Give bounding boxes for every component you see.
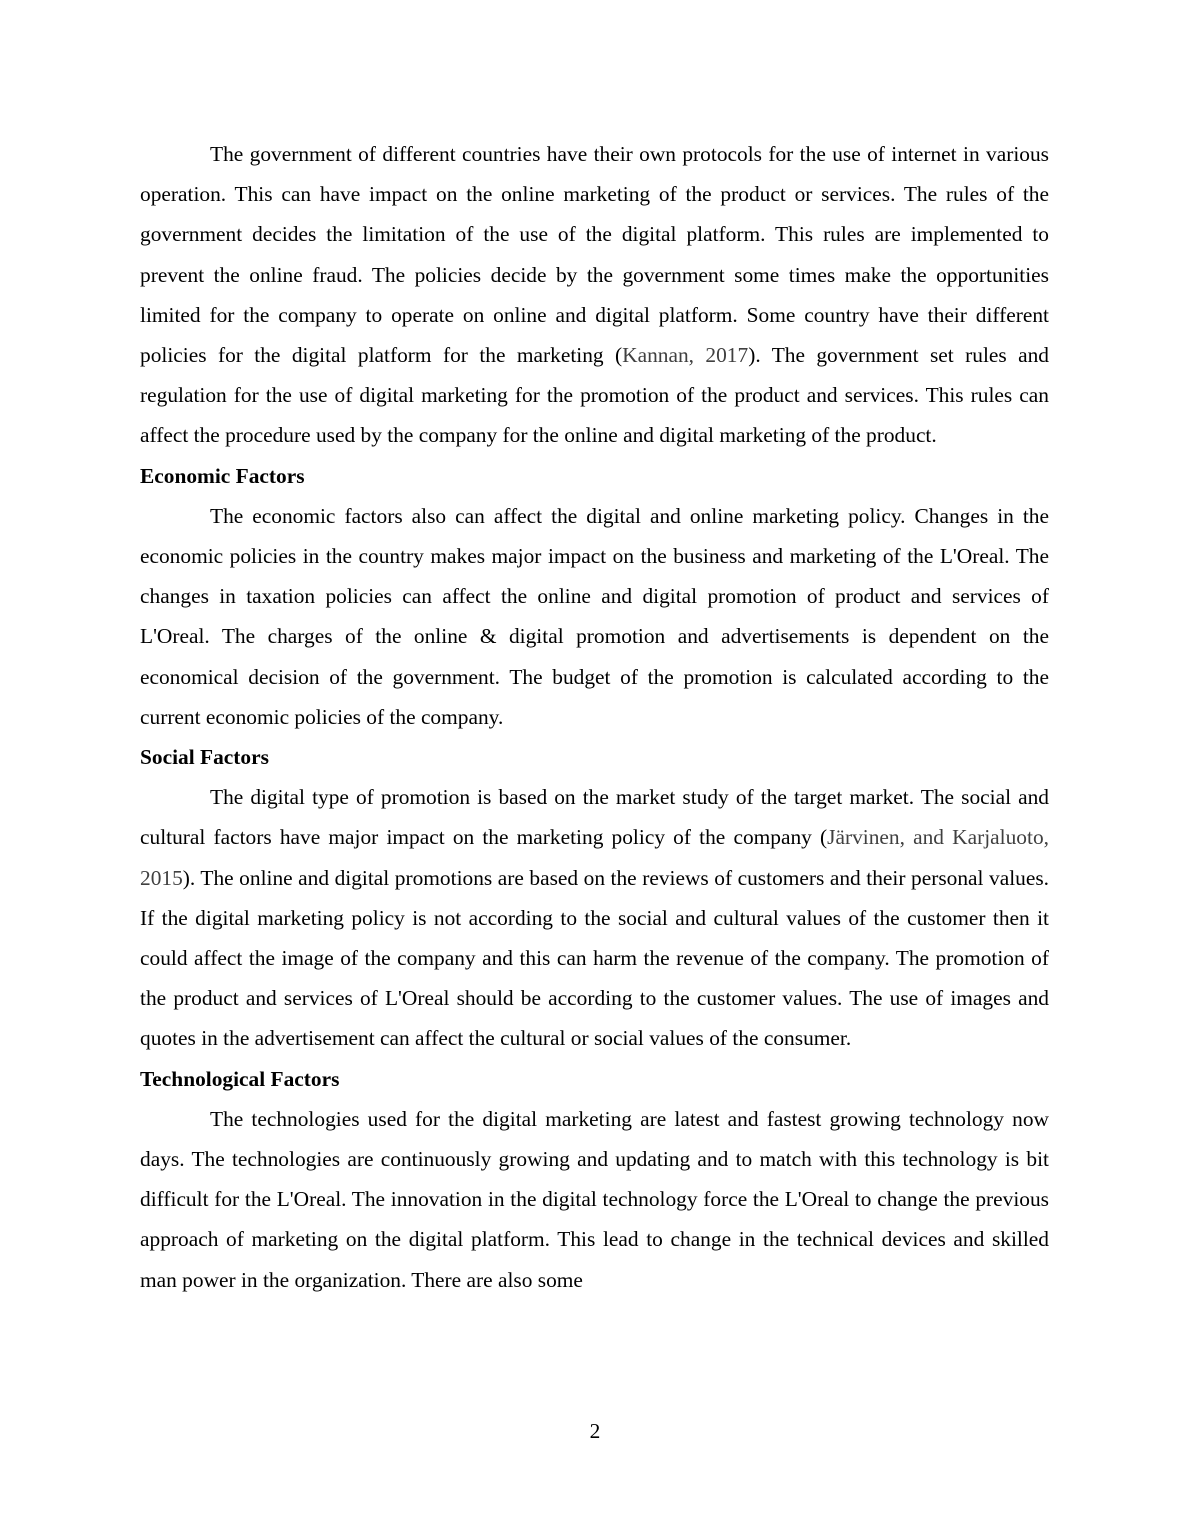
economic-factors-heading: Economic Factors xyxy=(140,463,305,488)
social-text-before-citation: The digital type of promotion is based on the market study of the target market. The social and cultural factors have major impact on the marketing policy of the company ( xyxy=(140,785,1049,850)
citation-jarvinen-karjaluoto: Järvinen, and Karjaluoto, 2015 xyxy=(140,825,1049,890)
social-factors-paragraph xyxy=(140,777,1049,1058)
social-factors-heading: Social Factors xyxy=(140,745,269,770)
social-text-after-citation: ). The online and digital promotions are based on the reviews of customers and their personal values. If the digital marketing policy is not according to the social and cultural values of the customer then it could affect the image of the company and this can harm the revenue of the company. The promotion of the product and services of L'Oreal should be according to the customer values. The use of images and quotes in the advertisement can affect the cultural or social values of the consumer. xyxy=(140,865,1049,1051)
page-number: 2 xyxy=(589,1419,601,1443)
political-factors-paragraph xyxy=(140,134,1049,456)
economic-factors-paragraph: The economic factors also can affect the digital and online marketing policy. Changes in the economic policies in the country makes major impact on the business and marketing of the L'Oreal. The changes in taxation policies can affect the online and digital promotion of product and services of L'Oreal. The charges of the online & digital promotion and advertisements is dependent on the economical decision of the government. The budget of the promotion is calculated according to the current economic policies of the company. xyxy=(140,503,1049,729)
page-body xyxy=(140,134,1049,1300)
technological-factors-heading: Technological Factors xyxy=(140,1066,340,1091)
citation-kannan: Kannan, 2017 xyxy=(622,343,749,368)
political-text-after-citation: ). The government set rules and regulation for the use of digital marketing for the promotion of the product and services. This rules can affect the procedure used by the company for the online and digital marketing of the product. xyxy=(140,343,1049,448)
technological-factors-paragraph: The technologies used for the digital marketing are latest and fastest growing technology now days. The technologies are continuously growing and updating and to match with this technology is bit difficult for the L'Oreal. The innovation in the digital technology force the L'Oreal to change the previous approach of marketing on the digital platform. This lead to change in the technical devices and skilled man power in the organization. There are also some xyxy=(140,1106,1049,1292)
political-text-before-citation: The government of different countries have their own protocols for the use of internet in various operation. This can have impact on the online marketing of the product or services. The rules of the government decides the limitation of the use of the digital platform. This rules are implemented to prevent the online fraud. The policies decide by the government some times make the opportunities limited for the company to operate on online and digital platform. Some country have their different policies for the digital platform for the marketing ( xyxy=(140,142,1049,368)
